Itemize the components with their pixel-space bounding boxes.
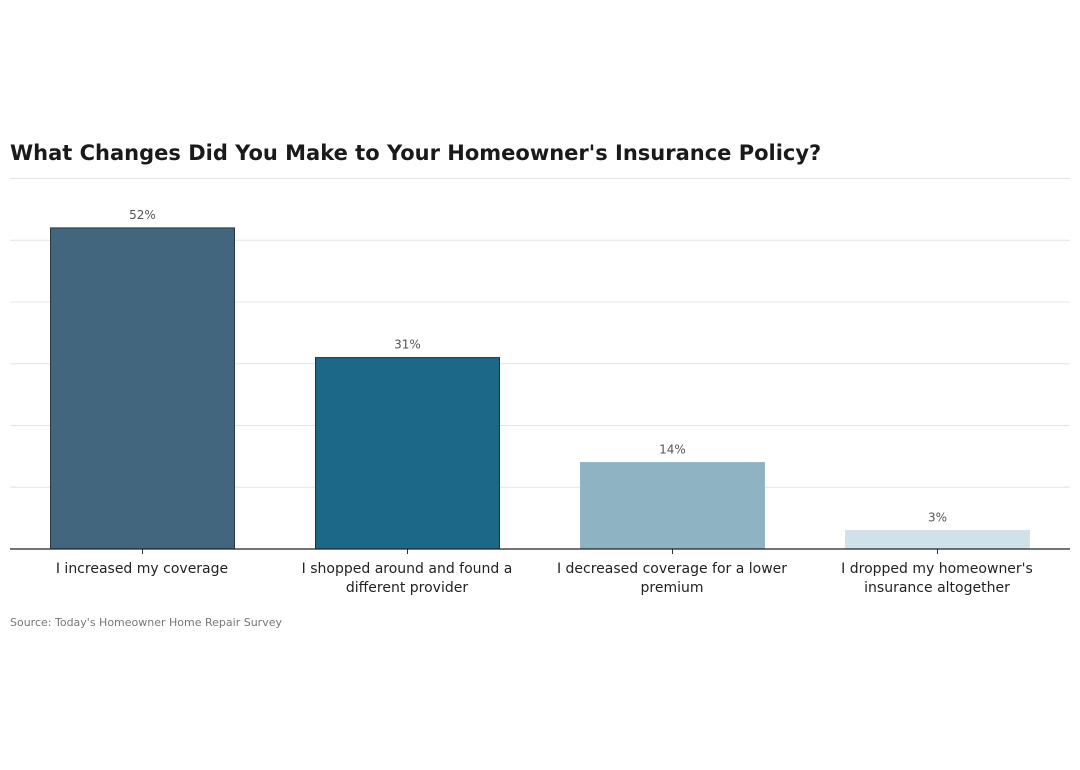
chart-title: What Changes Did You Make to Your Homeowner's Insurance Policy? <box>10 141 822 165</box>
source-note: Source: Today's Homeowner Home Repair Survey <box>10 616 282 629</box>
category-label: I dropped my homeowner's insurance altogether <box>841 561 1033 596</box>
category-label: I shopped around and found a different provider <box>301 561 513 596</box>
value-label: 31% <box>394 337 421 352</box>
bar <box>316 358 500 549</box>
category-label: I decreased coverage for a lower premium <box>556 561 788 596</box>
category-label: I increased my coverage <box>55 561 229 577</box>
bar <box>581 463 765 549</box>
value-label: 14% <box>659 442 686 457</box>
bar <box>51 228 235 549</box>
value-label: 52% <box>129 207 156 222</box>
bar <box>846 530 1030 549</box>
value-label: 3% <box>927 510 948 525</box>
